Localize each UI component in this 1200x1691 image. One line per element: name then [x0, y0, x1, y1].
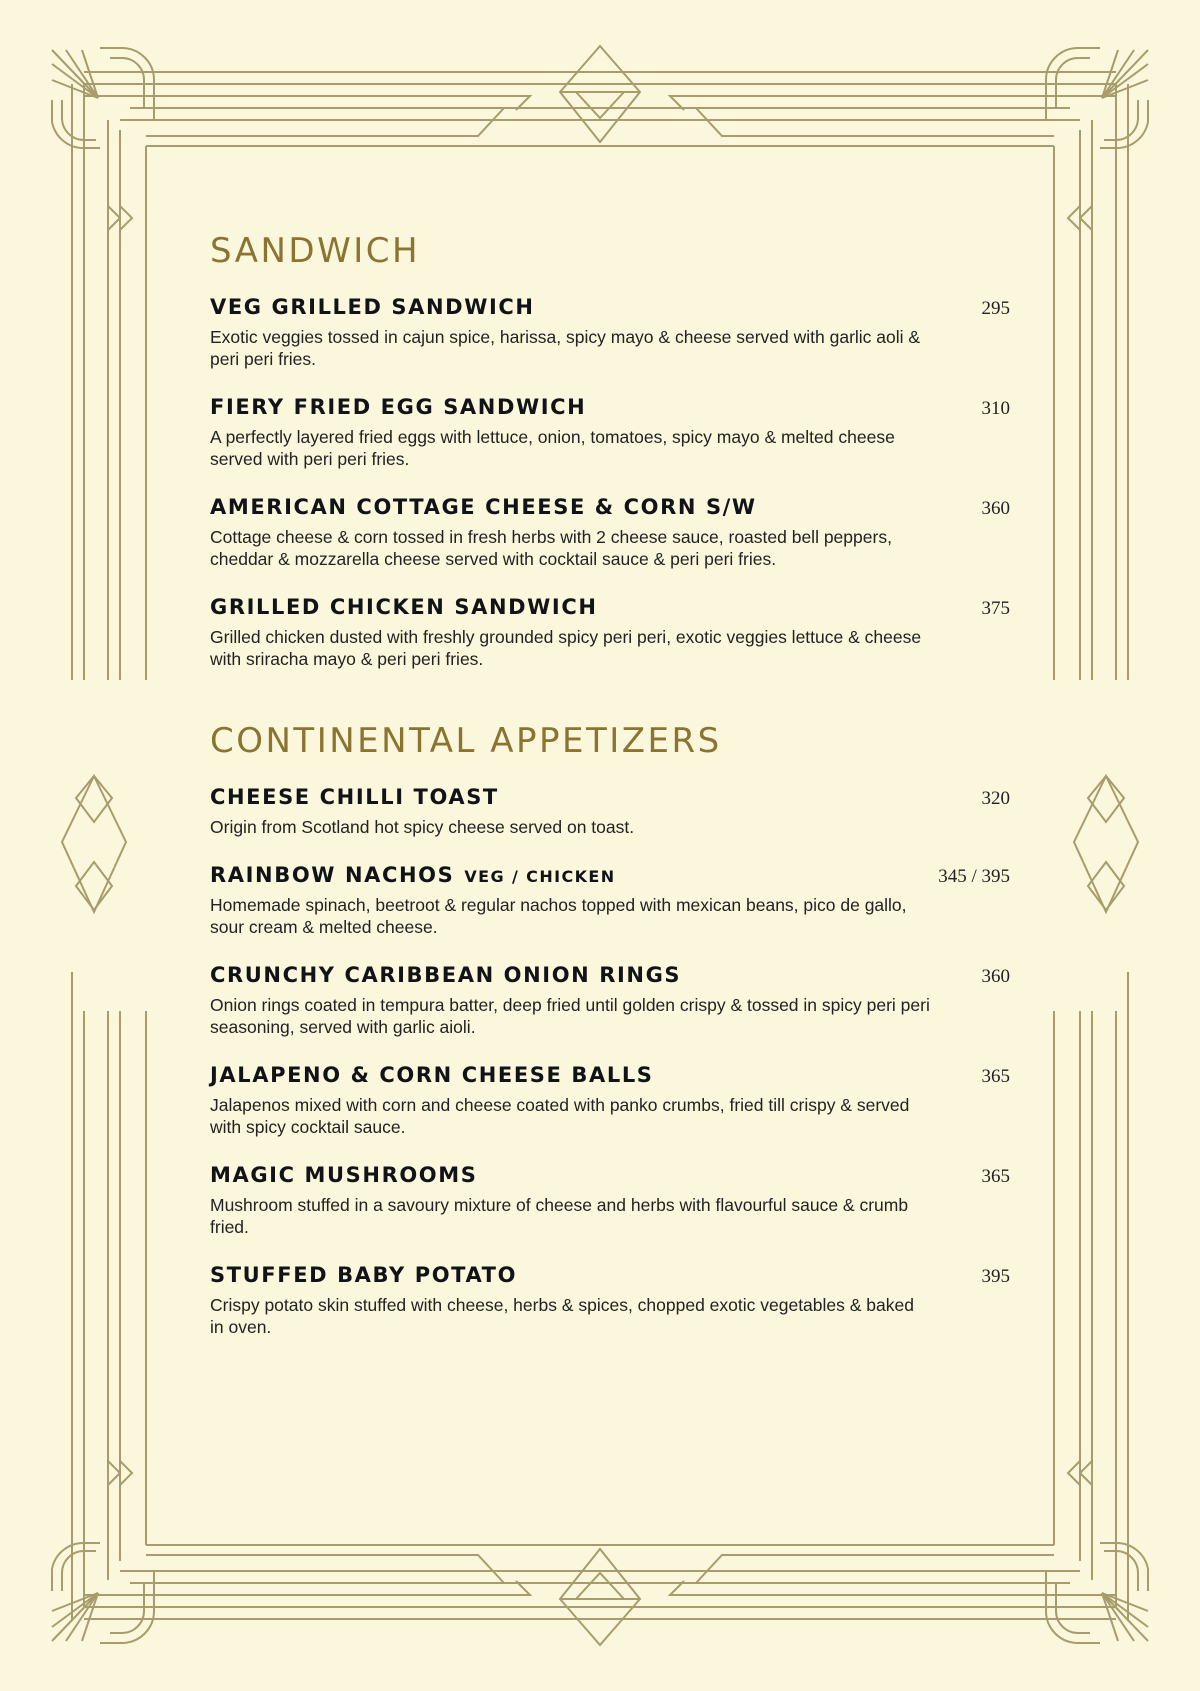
menu-item-description: Onion rings coated in tempura batter, deep fried until golden crispy & tossed in spicy peri peri seasoning, served with garlic aioli. — [210, 995, 930, 1037]
menu-item-header — [210, 1160, 1010, 1190]
menu-item-header — [210, 1060, 1010, 1090]
menu-item — [210, 392, 1010, 470]
menu-item-price: 375 — [981, 598, 1010, 619]
menu-item-price: 365 — [981, 1066, 1010, 1087]
menu-item-header — [210, 960, 1010, 990]
menu-item-price: 360 — [981, 966, 1010, 987]
menu-item-variant: VEG / CHICKEN — [464, 867, 616, 886]
left-diamond-ornament — [62, 776, 126, 912]
menu-item — [210, 860, 1010, 938]
menu-item-name: FIERY FRIED EGG SANDWICH — [210, 395, 587, 419]
menu-item-description: Grilled chicken dusted with freshly grounded spicy peri peri, exotic veggies lettuce & cheese with sriracha mayo & peri peri fries. — [210, 627, 922, 669]
section-title: CONTINENTAL APPETIZERS — [210, 721, 722, 761]
bottom-diamond-ornament — [560, 1549, 640, 1645]
menu-item-name: VEG GRILLED SANDWICH — [210, 295, 535, 319]
menu-item-description: Mushroom stuffed in a savoury mixture of cheese and herbs with flavourful sauce & crumb fried. — [210, 1195, 909, 1237]
menu-item-name: CRUNCHY CARIBBEAN ONION RINGS — [210, 963, 682, 987]
menu-item-price: 365 — [981, 1166, 1010, 1187]
menu-item-description: Cottage cheese & corn tossed in fresh herbs with 2 cheese sauce, roasted bell peppers, cheddar & mozzarella cheese served with cocktail sauce & peri peri fries. — [210, 527, 892, 569]
menu-item-description: A perfectly layered fried eggs with lettuce, onion, tomatoes, spicy mayo & melted cheese served with peri peri fries. — [210, 427, 895, 469]
menu-item-description: Origin from Scotland hot spicy cheese served on toast. — [210, 817, 635, 837]
menu-item-name: JALAPENO & CORN CHEESE BALLS — [210, 1063, 654, 1087]
menu-item — [210, 1060, 1010, 1138]
menu-item — [210, 782, 1010, 838]
menu-item-price: 345 / 395 — [938, 866, 1010, 887]
menu-item — [210, 592, 1010, 670]
menu-item-price: 295 — [981, 298, 1010, 319]
section-title: SANDWICH — [210, 231, 421, 271]
menu-item-name: GRILLED CHICKEN SANDWICH — [210, 595, 598, 619]
menu-item-name: CHEESE CHILLI TOAST — [210, 785, 499, 809]
menu-item-header — [210, 1260, 1010, 1290]
menu-item-name: STUFFED BABY POTATO — [210, 1263, 518, 1287]
item-list — [210, 782, 1010, 1338]
menu-item-description: Crispy potato skin stuffed with cheese, herbs & spices, chopped exotic vegetables & baked in oven. — [210, 1295, 914, 1337]
menu-item-price: 395 — [981, 1266, 1010, 1287]
section-sandwich — [210, 231, 1010, 670]
right-diamond-ornament — [1074, 776, 1138, 912]
menu-page — [210, 231, 1010, 1360]
menu-item-description: Exotic veggies tossed in cajun spice, harissa, spicy mayo & cheese served with garlic aoli & peri peri fries. — [210, 327, 921, 369]
menu-item-price: 320 — [981, 788, 1010, 809]
top-diamond-ornament — [560, 46, 640, 142]
menu-item-header — [210, 592, 1010, 622]
menu-item-header — [210, 860, 1010, 890]
menu-item — [210, 492, 1010, 570]
menu-item-name: AMERICAN COTTAGE CHEESE & CORN S/W — [210, 495, 757, 519]
menu-item-price: 360 — [981, 498, 1010, 519]
menu-item-header — [210, 782, 1010, 812]
section-continental-appetizers — [210, 721, 1010, 1338]
menu-item — [210, 960, 1010, 1038]
menu-item — [210, 292, 1010, 370]
menu-item — [210, 1260, 1010, 1338]
menu-item-name: RAINBOW NACHOS — [210, 863, 455, 887]
menu-item-description: Homemade spinach, beetroot & regular nachos topped with mexican beans, pico de gallo, sour cream & melted cheese. — [210, 895, 907, 937]
menu-item-description: Jalapenos mixed with corn and cheese coated with panko crumbs, fried till crispy & served with spicy cocktail sauce. — [210, 1095, 910, 1137]
item-list — [210, 292, 1010, 670]
menu-item-price: 310 — [981, 398, 1010, 419]
menu-item-header — [210, 292, 1010, 322]
menu-item-header — [210, 492, 1010, 522]
menu-item-name: MAGIC MUSHROOMS — [210, 1163, 478, 1187]
menu-item — [210, 1160, 1010, 1238]
menu-item-header — [210, 392, 1010, 422]
